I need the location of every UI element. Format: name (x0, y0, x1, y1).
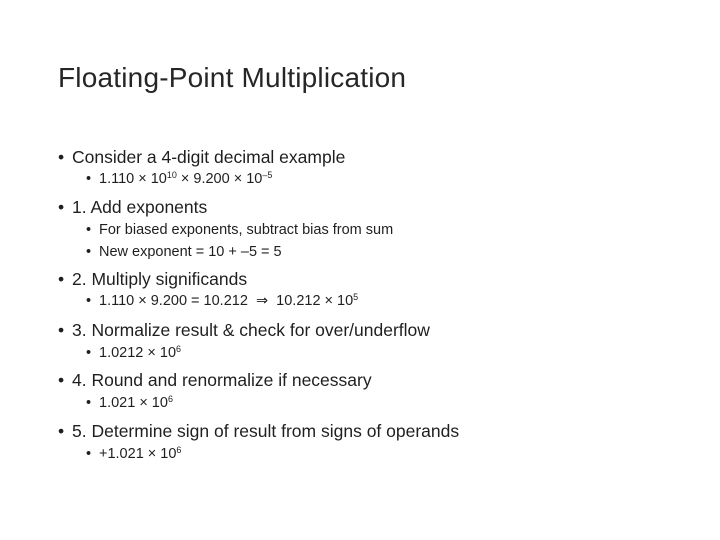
exponent: 5 (353, 292, 359, 303)
exponent: –5 (262, 170, 273, 181)
sub-bullet-text: New exponent = 10 + –5 = 5 (99, 244, 282, 260)
sub-bullet-text: 1.021 × 10 (99, 395, 168, 411)
sub-bullet-5-1 (86, 395, 173, 411)
bullet-glyph: • (86, 345, 92, 361)
sub-bullet-text: × 9.200 × 10 (176, 171, 263, 187)
sub-bullet-text: +1.021 × 10 (99, 446, 177, 462)
sub-bullet-2-1 (86, 222, 393, 238)
bullet-glyph: • (86, 395, 92, 411)
bullet-point-4-text: 3. Normalize result & check for over/underflow (72, 320, 430, 340)
sub-bullet-text: 1.110 × 10 (99, 171, 167, 187)
bullet-point-3 (58, 269, 247, 290)
sub-bullet-text: 1.0212 × 10 (99, 345, 177, 361)
sub-bullet-1-1 (86, 171, 272, 187)
bullet-glyph: • (58, 269, 65, 289)
bullet-point-1-text: Consider a 4-digit decimal example (72, 147, 346, 167)
bullet-point-6 (58, 421, 459, 442)
bullet-glyph: • (58, 320, 65, 340)
exponent: 6 (167, 394, 173, 405)
sub-bullet-2-2 (86, 244, 282, 260)
sub-bullet-text: For biased exponents, subtract bias from sum (99, 222, 394, 238)
sub-bullet-3-1 (86, 293, 358, 309)
bullet-glyph: • (86, 244, 92, 260)
exponent: 6 (176, 344, 182, 355)
bullet-glyph: • (86, 293, 92, 309)
sub-bullet-4-1 (86, 345, 181, 361)
bullet-glyph: • (58, 197, 65, 217)
bullet-point-3-text: 2. Multiply significands (72, 269, 248, 289)
bullet-point-4 (58, 320, 430, 341)
bullet-point-2-text: 1. Add exponents (72, 197, 208, 217)
bullet-glyph: • (58, 370, 65, 390)
slide-title: Floating-Point Multiplication (58, 62, 407, 93)
bullet-glyph: • (86, 171, 92, 187)
bullet-glyph: • (58, 421, 65, 441)
bullet-glyph: • (86, 446, 92, 462)
sub-bullet-6-1 (86, 446, 181, 462)
bullet-point-5-text: 4. Round and renormalize if necessary (72, 370, 372, 390)
bullet-glyph: • (58, 147, 65, 167)
exponent: 6 (176, 445, 182, 456)
exponent: 10 (166, 170, 177, 181)
bullet-point-1 (58, 147, 345, 168)
bullet-point-6-text: 5. Determine sign of result from signs of operands (72, 421, 460, 441)
bullet-point-2 (58, 197, 207, 218)
sub-bullet-text: 1.110 × 9.200 = 10.212 ⇒ 10.212 × 10 (99, 293, 354, 309)
bullet-point-5 (58, 370, 372, 391)
bullet-glyph: • (86, 222, 92, 238)
